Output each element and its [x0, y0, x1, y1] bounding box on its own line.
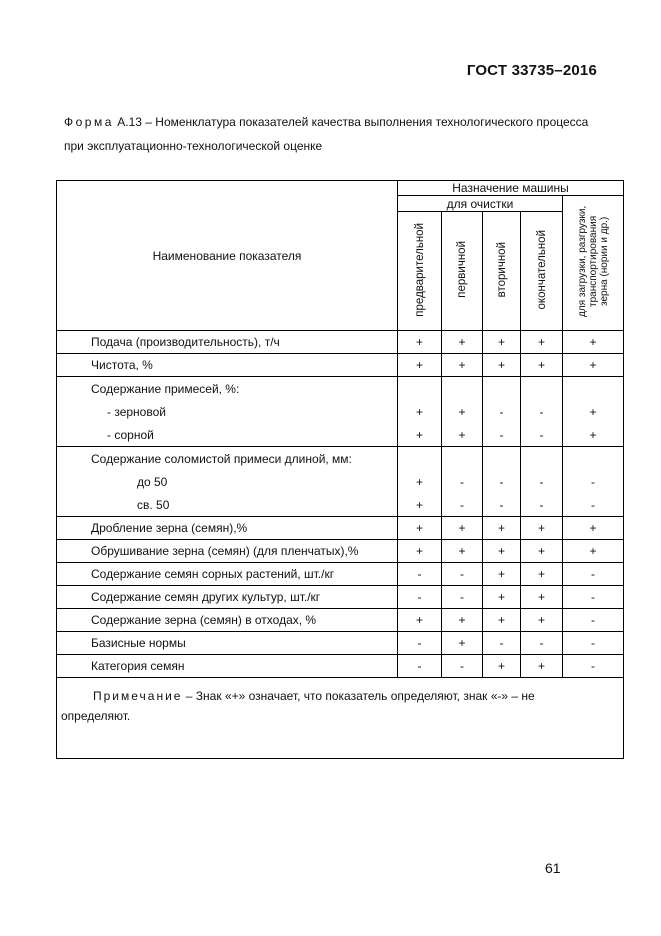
row-name: - сорной [57, 423, 398, 447]
table-row [57, 609, 624, 632]
cell: - [563, 586, 624, 609]
cell: - [442, 563, 483, 586]
row-name: Чистота, % [57, 354, 398, 377]
cell: - [521, 493, 563, 517]
cell [563, 447, 624, 471]
table-row [57, 493, 624, 517]
table-row [57, 655, 624, 678]
column-header-secondary: вторичной [483, 212, 521, 331]
cell: + [563, 354, 624, 377]
row-name: Подача (производительность), т/ч [57, 331, 398, 354]
cell: + [442, 609, 483, 632]
cell: + [521, 354, 563, 377]
cell: + [483, 655, 521, 678]
table-row [57, 563, 624, 586]
cell: + [398, 493, 442, 517]
cell [483, 377, 521, 401]
cell: + [483, 586, 521, 609]
table-row [57, 586, 624, 609]
row-name: св. 50 [57, 493, 398, 517]
cell: - [521, 400, 563, 423]
cell: - [442, 655, 483, 678]
cell: + [563, 540, 624, 563]
cell: - [521, 470, 563, 493]
row-name: Категория семян [57, 655, 398, 678]
cell: + [521, 655, 563, 678]
row-name: - зерновой [57, 400, 398, 423]
cell: - [398, 586, 442, 609]
table-row [57, 540, 624, 563]
row-name: Содержание соломистой примеси длиной, мм: [57, 447, 398, 471]
cell: + [398, 331, 442, 354]
cell: + [483, 540, 521, 563]
row-name: Содержание примесей, %: [57, 377, 398, 401]
page-number: 61 [545, 860, 561, 876]
cell: + [521, 563, 563, 586]
cell: - [563, 655, 624, 678]
cell [563, 377, 624, 401]
table-row [57, 517, 624, 540]
cell: - [563, 470, 624, 493]
note-row [57, 678, 624, 759]
note-text: – Знак «+» означает, что показатель определяют, знак «-» – не определяют. [61, 689, 535, 723]
cell: - [442, 586, 483, 609]
cell: + [398, 354, 442, 377]
cell: + [521, 540, 563, 563]
cell: + [398, 540, 442, 563]
cell: + [521, 609, 563, 632]
cell: + [483, 517, 521, 540]
cell: + [521, 331, 563, 354]
note-cell [57, 678, 624, 759]
cell [398, 377, 442, 401]
table-row [57, 447, 624, 471]
cell: - [442, 493, 483, 517]
cell: + [563, 423, 624, 447]
cell: + [483, 331, 521, 354]
cell: + [563, 331, 624, 354]
column-header-preliminary: предварительной [398, 212, 442, 331]
cell: + [398, 423, 442, 447]
cell: + [563, 517, 624, 540]
purpose-header: Назначение машины [398, 181, 624, 196]
cell: + [442, 632, 483, 655]
standard-number: ГОСТ 33735–2016 [466, 62, 597, 79]
table-row [57, 354, 624, 377]
column-header-loading: для загрузки, разгрузки, транспортирования зерна (нории и др.) [563, 196, 624, 331]
table-row [57, 423, 624, 447]
note-label: Примечание [93, 689, 183, 703]
cell [398, 447, 442, 471]
form-title [64, 110, 604, 158]
cell: - [398, 632, 442, 655]
cell: + [442, 331, 483, 354]
cell [483, 447, 521, 471]
row-name: Обрушивание зерна (семян) (для пленчатых),% [57, 540, 398, 563]
cell: + [483, 609, 521, 632]
cleaning-header: для очистки [398, 196, 563, 212]
table-row [57, 632, 624, 655]
cell: - [483, 400, 521, 423]
cell: - [483, 632, 521, 655]
table-row [57, 400, 624, 423]
cell: - [398, 655, 442, 678]
cell: - [563, 493, 624, 517]
cell: - [521, 423, 563, 447]
row-name: Содержание зерна (семян) в отходах, % [57, 609, 398, 632]
table-row [57, 331, 624, 354]
cell: - [563, 632, 624, 655]
cell: - [563, 609, 624, 632]
cell: + [442, 423, 483, 447]
cell: - [483, 493, 521, 517]
cell: - [442, 470, 483, 493]
table-row [57, 377, 624, 401]
cell: + [442, 517, 483, 540]
cell: - [398, 563, 442, 586]
cell: + [398, 517, 442, 540]
cell: + [442, 400, 483, 423]
cell: + [442, 540, 483, 563]
table-row [57, 470, 624, 493]
cell: - [483, 423, 521, 447]
name-column-header: Наименование показателя [57, 181, 398, 331]
row-name: Содержание семян сорных растений, шт./кг [57, 563, 398, 586]
cell [442, 447, 483, 471]
cell: + [483, 354, 521, 377]
cell: + [398, 470, 442, 493]
cell: - [563, 563, 624, 586]
cell: + [483, 563, 521, 586]
cell [442, 377, 483, 401]
column-header-final: окончательной [521, 212, 563, 331]
cell [521, 447, 563, 471]
cell: + [398, 400, 442, 423]
row-name: Содержание семян других культур, шт./кг [57, 586, 398, 609]
cell: + [442, 354, 483, 377]
form-label: Форма [64, 115, 114, 129]
cell: + [563, 400, 624, 423]
cell [521, 377, 563, 401]
cell: - [483, 470, 521, 493]
cell: + [398, 609, 442, 632]
row-name: Дробление зерна (семян),% [57, 517, 398, 540]
cell: - [521, 632, 563, 655]
quality-indicators-table [56, 180, 624, 759]
row-name: до 50 [57, 470, 398, 493]
form-title-text: А.13 – Номенклатура показателей качества выполнения технологического процесса при эксплуатационно-технологической оценке [64, 115, 589, 153]
row-name: Базисные нормы [57, 632, 398, 655]
column-header-primary: первичной [442, 212, 483, 331]
cell: + [521, 517, 563, 540]
cell: + [521, 586, 563, 609]
